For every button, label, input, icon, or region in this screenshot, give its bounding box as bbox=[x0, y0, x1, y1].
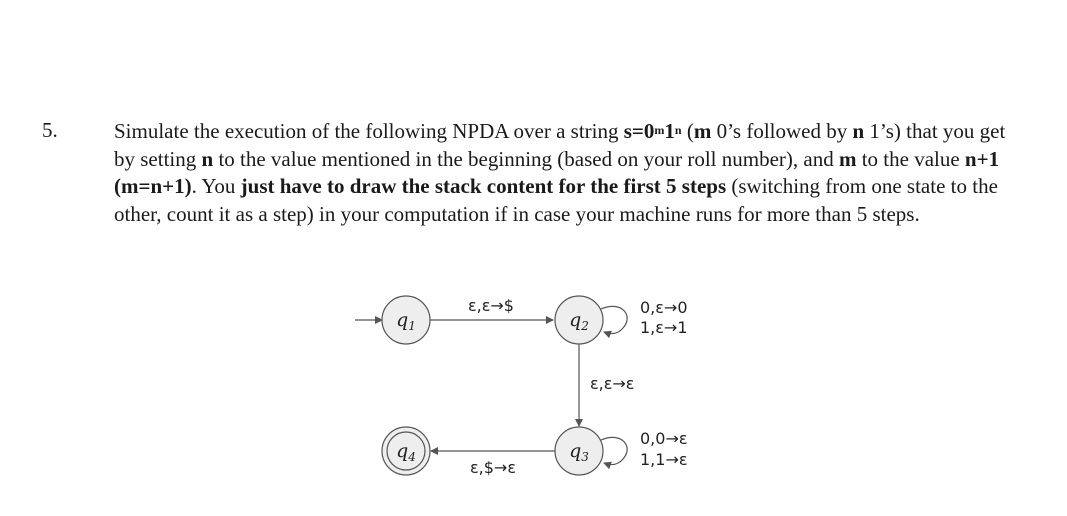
string-definition: $s=0^m1^n$ bbox=[623, 119, 682, 143]
state-q2 bbox=[555, 296, 603, 344]
svg-text:q4: $q_4$ bbox=[396, 440, 416, 464]
question-number: 5. bbox=[42, 118, 58, 142]
loop-q3 bbox=[601, 437, 627, 464]
label-q2-q3: ε,ε→ε bbox=[590, 374, 635, 393]
m-variable: m bbox=[693, 119, 712, 143]
m-equation: (m=n+1) bbox=[114, 174, 192, 198]
label-q3-loop-2: 1,1→ε bbox=[640, 450, 688, 469]
question-text: Simulate the execution of the following NPDA over a string $s=0^m1^n$ (m 0’s followed by n 1’s) that you get by setting n to the value mentioned in the beginning (based on your roll number), and m to the value n+1 (m=n+1). You just have to draw the stack content for the first 5 steps (switching from one state to the other, count it as a step) in your computation if in case your machine runs for more than 5 steps. bbox=[114, 119, 1006, 226]
bold-instruction: just have to draw the stack content for the first 5 steps bbox=[240, 174, 727, 198]
svg-text:q3: $q_3$ bbox=[569, 440, 589, 464]
m-variable-2: m bbox=[838, 146, 857, 171]
label-q3-q4: ε,$→ε bbox=[470, 458, 516, 477]
state-q3 bbox=[555, 427, 603, 475]
label-q3-loop-1: 0,0→ε bbox=[640, 429, 688, 448]
state-q1 bbox=[382, 296, 430, 344]
svg-text:q2: $q_2$ bbox=[569, 309, 589, 333]
label-q2-loop-2: 1,ε→1 bbox=[640, 318, 688, 337]
loop-q2 bbox=[601, 306, 627, 333]
text-a: Simulate the execution of the following NPDA over a string bbox=[114, 119, 624, 143]
label-q1-q2: ε,ε→$ bbox=[468, 296, 514, 315]
n-plus-one: n+1 bbox=[964, 146, 1000, 171]
n-variable-2: n bbox=[201, 146, 214, 171]
svg-text:q1: $q_1$ bbox=[396, 309, 416, 333]
n-variable: n bbox=[852, 119, 865, 143]
label-q2-loop-1: 0,ε→0 bbox=[640, 298, 688, 317]
state-q4-accepting bbox=[382, 427, 430, 475]
